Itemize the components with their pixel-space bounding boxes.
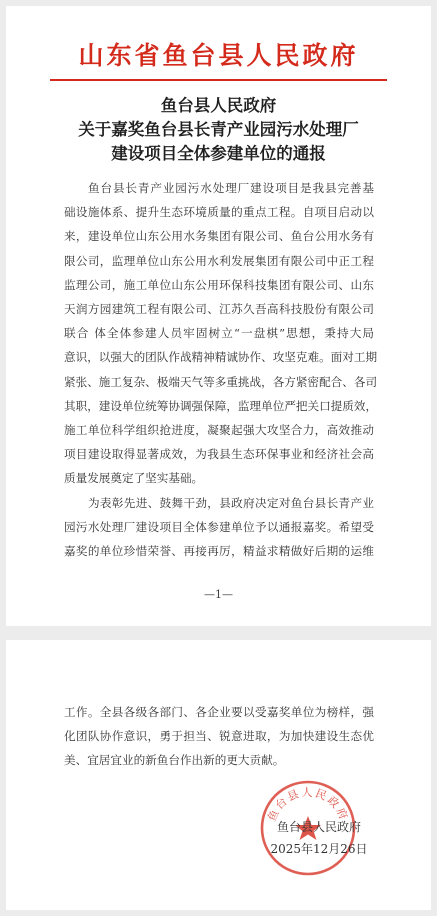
paragraph-line: 监理公司，施工单位山东公用环保科技集团有限公司、山东: [64, 277, 374, 292]
body-text-page-2: [64, 700, 374, 773]
paragraph-line: 意识，以强大的团队作战精神精诚协作、攻坚克难。面对工期: [64, 350, 378, 365]
paragraph-line: 其职，建设单位统筹协调强保障，监理单位严把关口提质效，: [64, 398, 378, 413]
paragraph-line: 质量发展奠定了坚实基础。: [64, 471, 204, 486]
title-line-issuer: 鱼台县人民政府: [160, 96, 277, 115]
paragraph-line: 园污水处理厂建设项目全体参建单位予以通报嘉奖。希望受: [64, 519, 374, 534]
page-number: —1—: [204, 588, 233, 601]
paragraph-line: 联合 体全体参建人员牢固树立“一盘棋”思想，秉持大局: [64, 326, 374, 341]
body-text-page-1: [64, 176, 378, 563]
letterhead-title: 山东省鱼台县人民政府: [78, 41, 359, 70]
paragraph-line: 限公司，监理单位山东公用水利发展集团有限公司中正工程: [64, 253, 374, 268]
paragraph-line: 项目建设取得显著成效，为我县生态环保事业和经济社会高: [64, 447, 374, 462]
letterhead-red-rule: [50, 79, 387, 81]
paragraph-line: 施工单位科学组织抢进度，凝聚起强大攻坚合力，高效推动: [64, 423, 374, 438]
paragraph-line: 鱼台县长青产业园污水处理厂建设项目是我县完善基: [88, 181, 374, 195]
signoff: [254, 816, 384, 860]
paragraph-line: 为表彰先进、鼓舞干劲，县政府决定对鱼台县长青产业: [88, 495, 374, 510]
seal-text: 鱼台县人民政府: [265, 786, 351, 824]
title-line-subject-end: 建设项目全体参建单位的通报: [111, 144, 326, 163]
paragraph-line: 工作。全县各级各部门、各企业要以受嘉奖单位为榜样，强: [64, 705, 374, 719]
document-page-2: [6, 640, 431, 910]
paragraph-line: 天润方园建筑工程有限公司、江苏久吾高科技股份有限公司: [64, 302, 374, 317]
paragraph-line: 美、宜居宜业的新鱼台作出新的更大贡献。: [64, 753, 285, 768]
document-title: [6, 94, 431, 166]
signoff-date: 2025年12月26日: [270, 842, 368, 856]
signoff-organization: 鱼台县人民政府: [276, 820, 361, 834]
paragraph-line: 化团队协作意识，勇于担当、锐意进取，为加快建设生态优: [64, 729, 374, 744]
document-page-1: [6, 6, 431, 626]
paragraph-line: 紧张、施工复杂、极端天气等多重挑战，各方紧密配合、各司: [64, 374, 378, 389]
paragraph-line: 础设施体系、提升生态环境质量的重点工程。自项目启动以: [64, 205, 374, 220]
paragraph-line: 嘉奖的单位珍惜荣誉、再接再厉，精益求精做好后期的运维: [64, 544, 374, 559]
paragraph-line: 来，建设单位山东公用水务集团有限公司、鱼台公用水务有: [64, 229, 374, 244]
title-line-subject: 关于嘉奖鱼台县长青产业园污水处理厂: [78, 120, 359, 139]
